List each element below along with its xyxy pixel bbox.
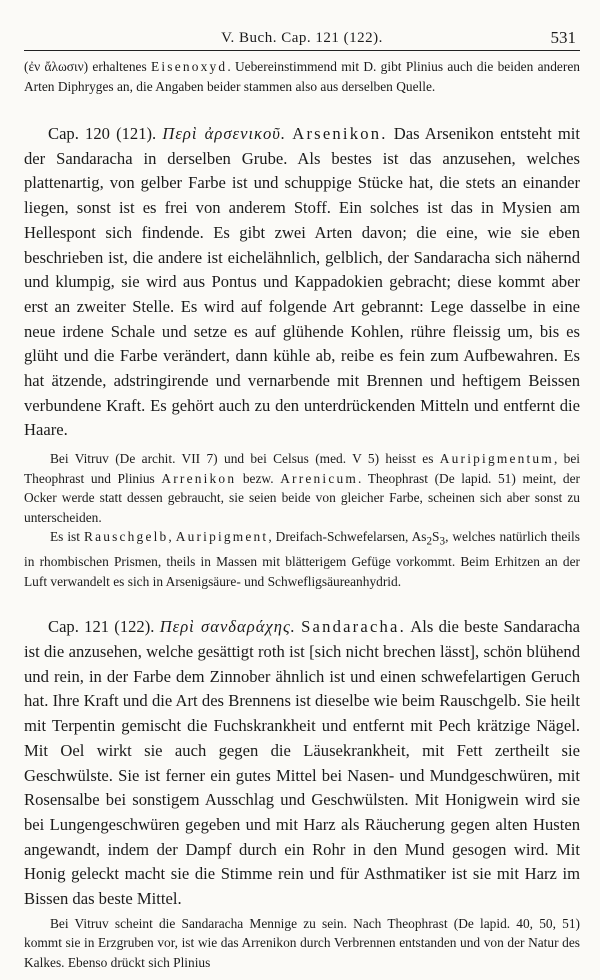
spaced-term: Auripigmentum	[439, 451, 554, 467]
spaced-term: Rauschgelb	[83, 529, 169, 545]
chapter-121-greek-title: Περὶ σανδαράχης.	[159, 617, 296, 637]
chapter-121-heading: Cap. 121 (122).	[48, 617, 155, 637]
spaced-term: Arrenicum	[280, 470, 358, 486]
chapter-120-greek-title: Περὶ ἀρσενικοῦ.	[162, 124, 287, 143]
chapter-121-note: Bei Vitruv scheint die Sandaracha Mennige zu sein. Nach Theophrast (De lapid. 40, 50, 51) kommt sie in Erzgruben vor, ist wie das Arrenikon durch Verbrennen entstanden und von der Natur des Kalkes. Ebenso drückt sich Plinius	[24, 915, 580, 970]
running-header	[24, 0, 580, 51]
subscript: 3	[439, 535, 446, 548]
chapter-120-text: Das Arsenikon entsteht mit der Sandaracha in derselben Grube. Als bestes ist das anzusehen, welches plattenartig, von gelber Farbe ist und schuppige Stücke hat, die stets an einander liegen, sonst ist es frei von anderem Stoff. Ein solches ist das in Mysien am Hellespont sich findende. Es gibt zwei Arten davon; die eine, wie sie eben beschrieben ist, die andere ist eichelähnlich, gelblich, der Sandaracha sich nähernd und klumpig, sie wird aus Pontus und Kappadokien gebracht; diese kommt aber erst an zweiter Stelle. Es wird auf folgende Art gebrannt: Lege dasselbe in eine neue irdene Schale und setze es auf glühende Kohlen, rühre fleissig um, bis es glüht und die Farbe verändert, dann kühle ab, reibe es fein zum Aufbewahren. Es hat ätzende, adstringirende und vernarbende mit Brennen und heftigem Beissen verbundene Kraft. Es gehört auch zu den unterdrückenden Mitteln und entfernt die Haare.	[24, 124, 580, 440]
intro-note: (ἐν ἄλωσιν) erhaltenes Eisenoxyd. Uebereinstimmend mit D. gibt Plinius auch die beiden anderen Arten Diphryges an, die Angaben beider stammen also aus derselben Quelle.	[24, 59, 580, 94]
greek-phrase: (ἐν ἄλωσιν)	[24, 59, 89, 74]
page-number: 531	[550, 28, 576, 47]
chapter-120-note-1: Bei Vitruv (De archit. VII 7) und bei Celsus (med. V 5) heisst es Auripigmentum, bei Theophrast und Plinius Arrenikon bezw. Arrenicum. Theophrast (De lapid. 51) meint, der Ocker werde statt dessen gebraucht, sie seien beide von gleicher Farbe, scheinen sich aber sonst zu unterscheiden.	[24, 451, 581, 525]
spaced-term: Arrenikon	[161, 470, 237, 486]
chapter-120-paragraph	[24, 122, 580, 443]
spaced-term: Auripigment	[175, 529, 269, 545]
chapter-121-paragraph	[24, 615, 580, 911]
subscript: 2	[426, 535, 433, 548]
chapter-120-heading: Cap. 120 (121).	[48, 124, 157, 143]
chapter-120-name: Arsenikon.	[292, 124, 388, 143]
chapter-120-note-2: Es ist Rauschgelb, Auripigment, Dreifach-Schwefelarsen, $As_2S_3$, welches natürlich theils in rhombischen Prismen, theils in Massen mit blätterigem Gefüge vorkommt. Beim Erhitzen an der Luft verwandelt es sich in Arsenigsäure- und Schwefligsäureanhydrid.	[24, 529, 580, 589]
running-title: V. Buch. Cap. 121 (122).	[221, 30, 383, 46]
chapter-121-text: Als die beste Sandaracha ist die anzusehen, welche gesättigt roth ist [sich nicht brechen lässt], schön blühend und rein, in der Farbe dem Zinnober ähnlich ist und einen schwefelartigen Geruch hat. Ihre Kraft und die Art des Brennens ist dieselbe wie beim Rauschgelb. Sie heilt mit Terpentin gemischt die Fuchskrankheit und entfernt mit Pech krätzige Nägel. Mit Oel wirkt sie auch gegen die Läusekrankheit, mit Fett zertheilt sie Geschwülste. Sie ist ferner ein gutes Mittel bei Nasen- und Mundgeschwüren, mit Rosensalbe bei sonstigem Ausschlag und Geschwülsten. Mit Honigwein wird sie bei Lungengeschwüren gegeben und mit Harz als Räucherung gegen alten Husten angewandt, indem der Dampf durch ein Rohr in den Mund gesogen wird. Mit Honig geleckt macht sie die Stimme rein und für Asthmatiker ist sie mit Harz im Bissen das beste Mittel.	[24, 617, 580, 909]
spaced-term: Eisenoxyd	[151, 59, 228, 74]
chapter-121-name: Sandaracha.	[301, 617, 406, 637]
